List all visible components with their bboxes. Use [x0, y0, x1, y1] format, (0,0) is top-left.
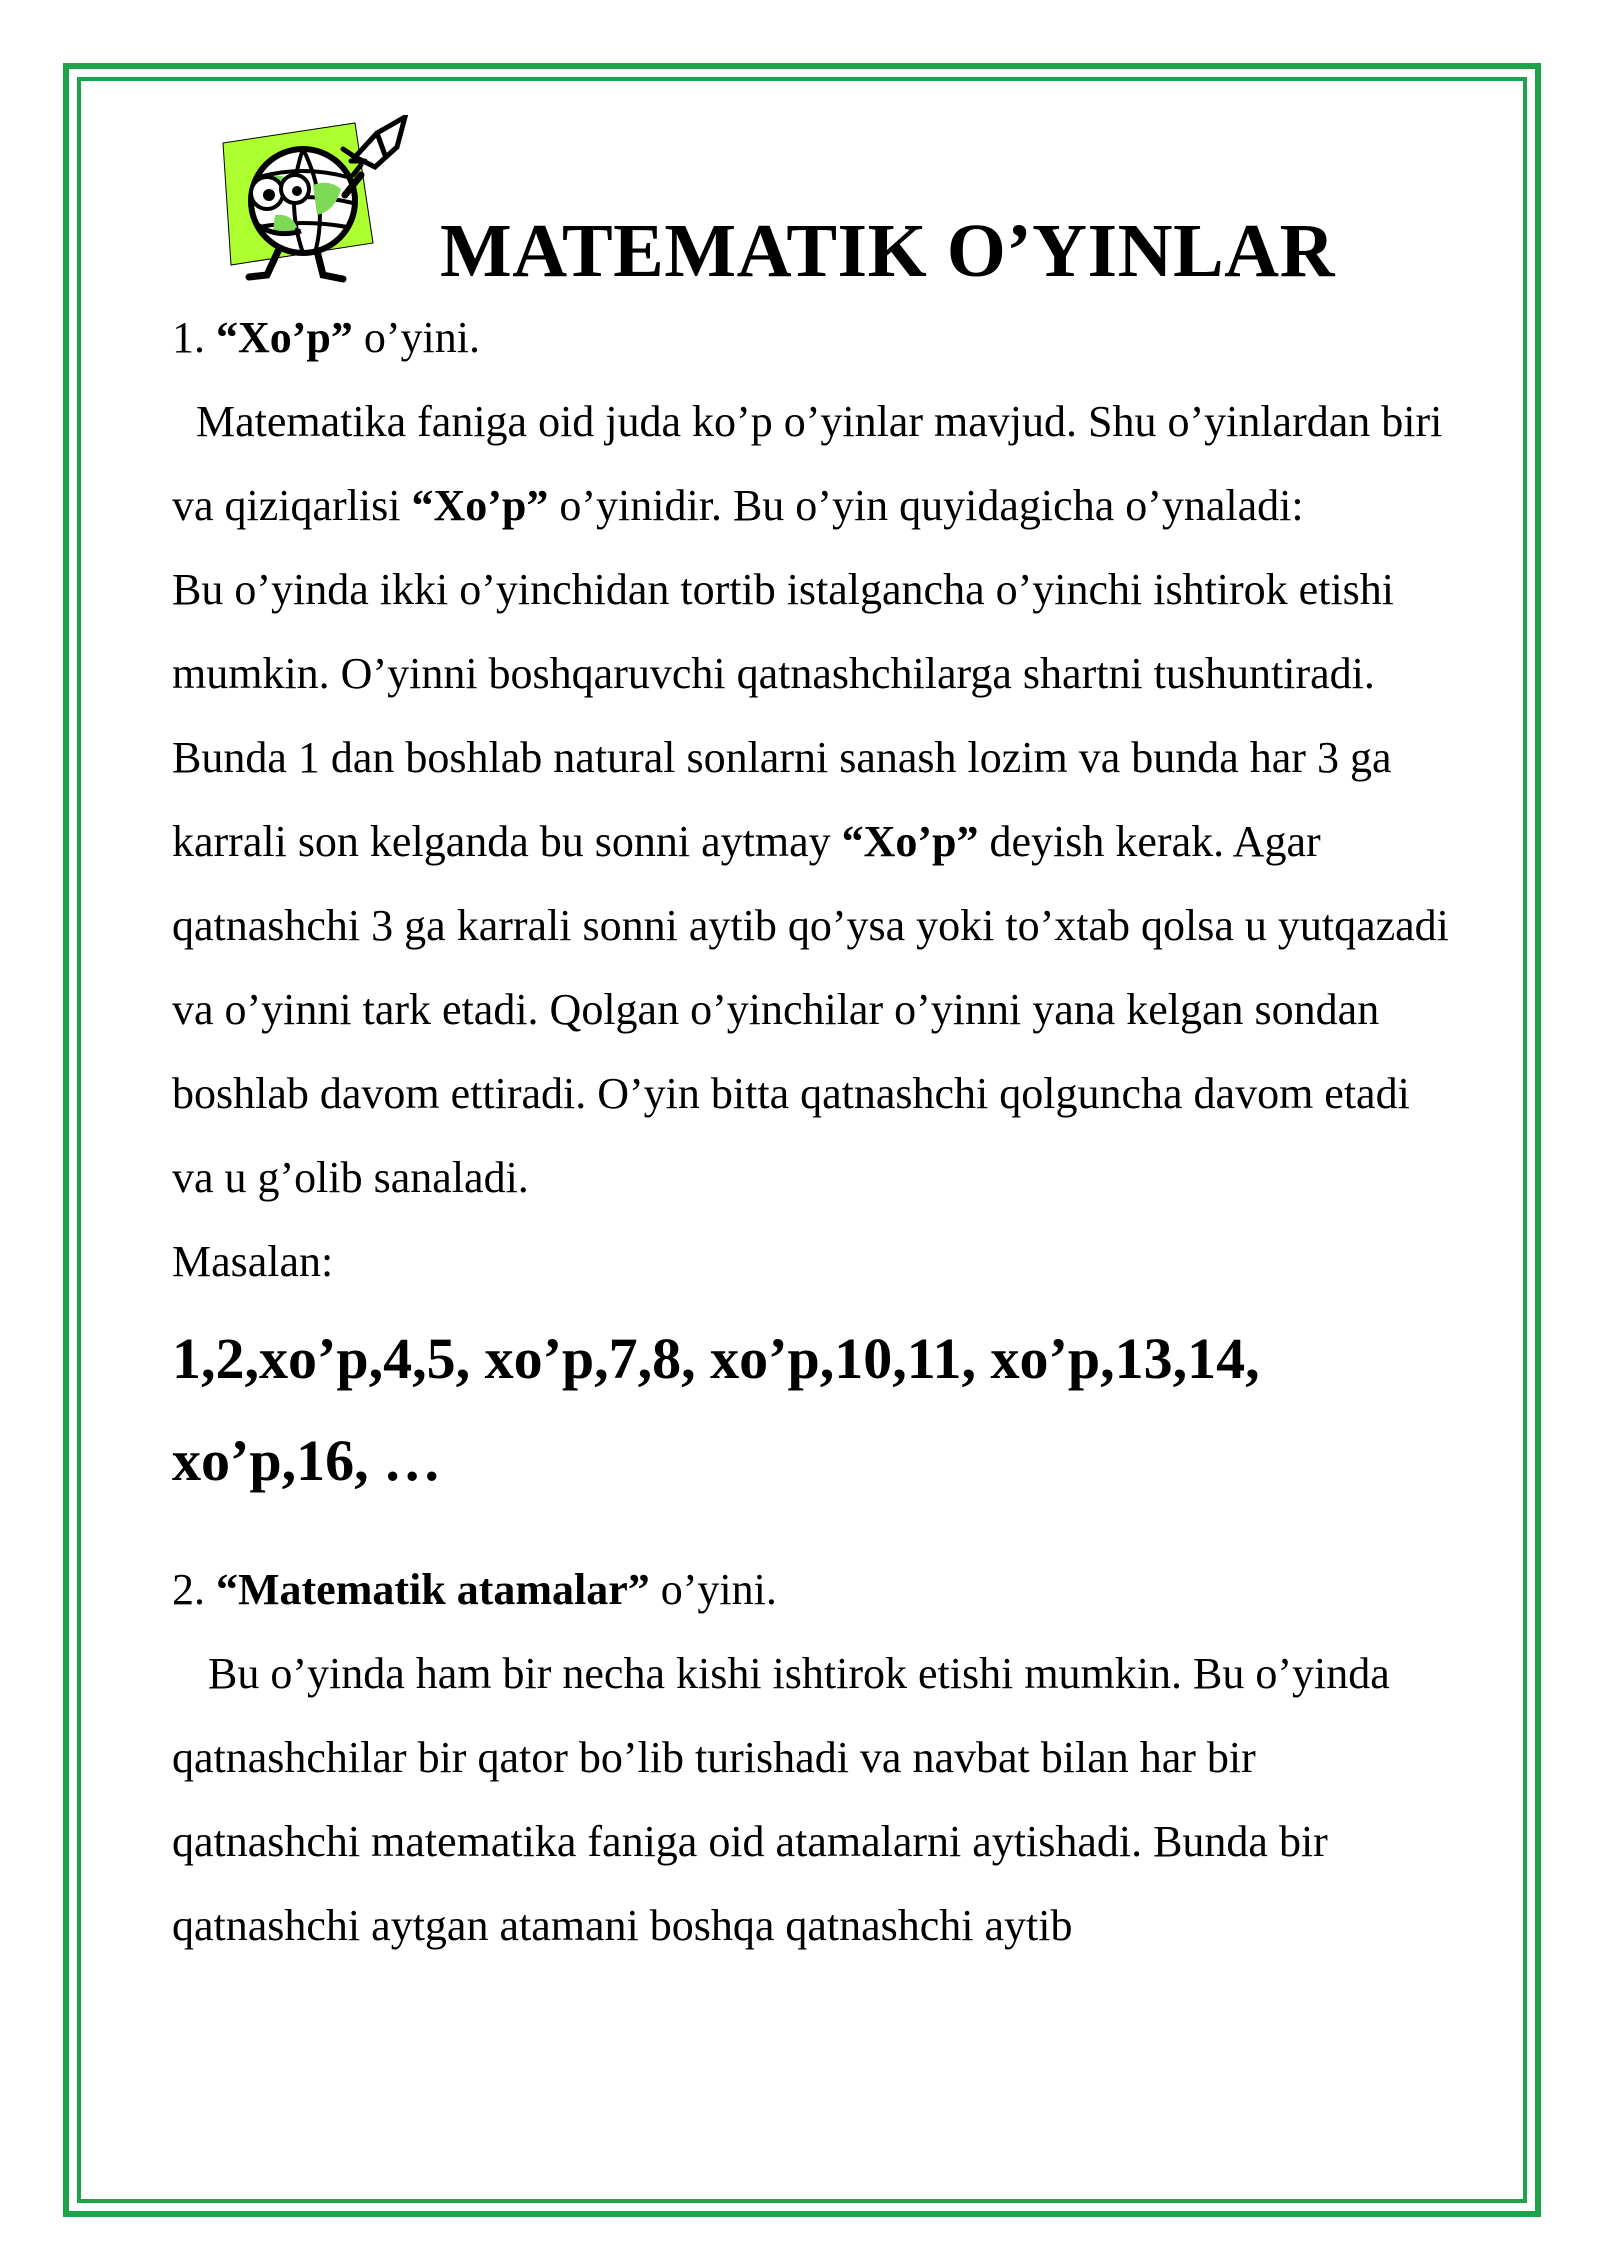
document-body	[172, 296, 1452, 1968]
section-1-rules: Bu o’yinda ikki o’yinchidan tortib istalgancha o’yinchi ishtirok etishi mumkin. O’yinni boshqaruvchi qatnashchilarga shartni tushuntiradi. Bunda 1 dan boshlab natural sonlarni sanash lozim va bunda har 3 ga karrali son kelganda bu sonni aytmay “Xo’p” deyish kerak. Agar qatnashchi 3 ga karrali sonni aytib qo’ysa yoki to’xtab qolsa u yutqazadi va o’yinni tark etadi. Qolgan o’yinchilar o’yinni yana kelgan sondan boshlab davom ettiradi. O’yin bitta qatnashchi qolguncha davom etadi va u g’olib sanaladi.	[172, 565, 1449, 1202]
section-name: “Matematik atamalar”	[216, 1565, 650, 1614]
section-suffix: o’yini.	[363, 313, 481, 362]
page-title: MATEMATIK O’YINLAR	[440, 209, 1335, 293]
section-1-heading	[172, 296, 1452, 380]
section-2-heading	[172, 1548, 1452, 1632]
section-name: “Xo’p”	[216, 313, 353, 362]
section-gap	[172, 1512, 1452, 1548]
section-1-intro: Matematika faniga oid juda ko’p o’yinlar mavjud. Shu o’yinlardan biri va qiziqarlisi “Xo’p” o’yinidir. Bu o’yin quyidagicha o’ynaladi:	[172, 397, 1443, 530]
section-suffix: o’yini.	[660, 1565, 777, 1614]
example-label: Masalan:	[172, 1237, 334, 1286]
example-sequence: 1,2,xo’p,4,5, xo’p,7,8, xo’p,10,11, xo’p,13,14, xo’p,16, …	[172, 1326, 1260, 1493]
globe-rocket-icon	[205, 115, 410, 285]
section-number: 2.	[172, 1565, 205, 1614]
section-number: 1.	[172, 313, 205, 362]
section-2-intro: Bu o’yinda ham bir necha kishi ishtirok etishi mumkin. Bu o’yinda qatnashchilar bir qator bo’lib turishadi va navbat bilan har bir qatnashchi matematika faniga oid atamalarni aytishadi. Bunda bir qatnashchi aytgan atamani boshqa qatnashchi aytib	[172, 1649, 1390, 1950]
